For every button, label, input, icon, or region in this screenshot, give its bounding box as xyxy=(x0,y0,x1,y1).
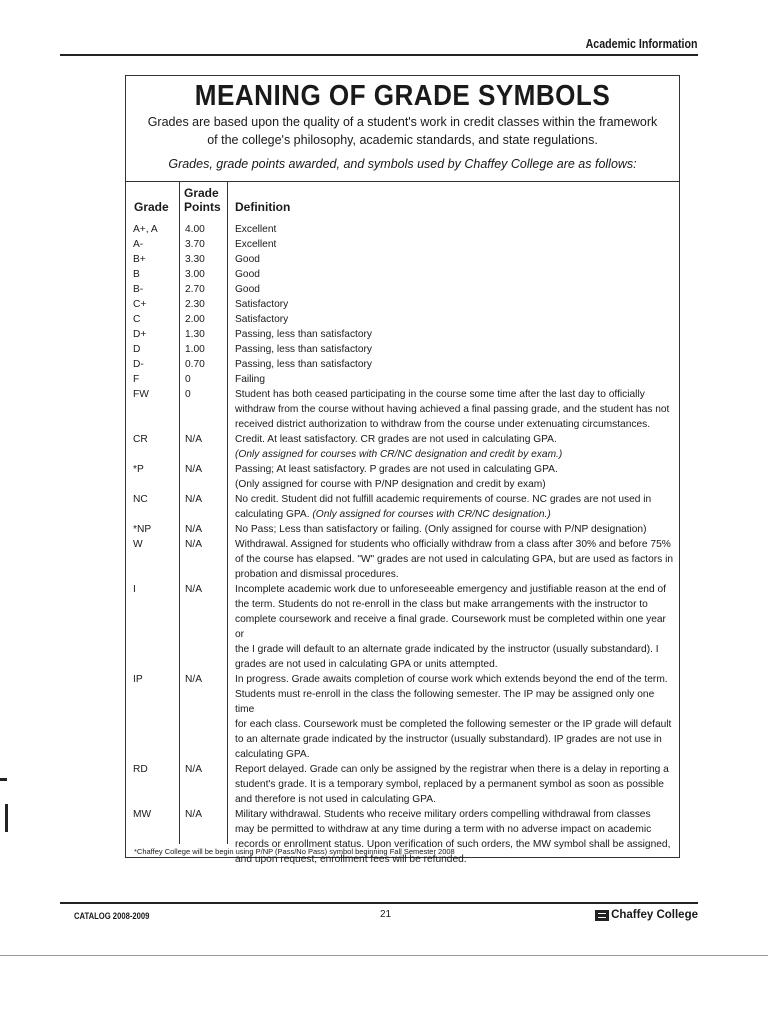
grade-symbol: B+ xyxy=(133,254,146,265)
grade-points: N/A xyxy=(185,674,202,685)
definition-line xyxy=(235,552,673,567)
column-header-definition: Definition xyxy=(235,200,291,214)
table-row xyxy=(126,327,679,342)
grade-points: 3.00 xyxy=(185,269,205,280)
table-row xyxy=(126,312,679,327)
grade-points: 4.00 xyxy=(185,224,205,235)
grade-points: N/A xyxy=(185,809,202,820)
grade-definition xyxy=(227,492,679,522)
grade-definition xyxy=(227,372,679,387)
definition-text: Military withdrawal. Students who receive military orders compelling withdrawal from classes xyxy=(235,809,651,820)
grade-definition xyxy=(227,327,679,342)
definition-line xyxy=(235,462,673,477)
definition-line xyxy=(235,537,673,552)
grade-points: N/A xyxy=(185,434,202,445)
grade-definition xyxy=(227,237,679,252)
grade-definition xyxy=(227,537,679,582)
table-top-rule xyxy=(126,181,679,182)
table-row xyxy=(126,222,679,237)
definition-text: Excellent xyxy=(235,239,277,250)
definition-line xyxy=(235,477,673,492)
definition-text: Credit. At least satisfactory. CR grades are not used in calculating GPA. xyxy=(235,434,557,445)
definition-text: (Only assigned for courses with CR/NC designation and credit by exam.) xyxy=(235,449,563,460)
definition-text: Passing, less than satisfactory xyxy=(235,329,373,340)
definition-text: records or enrollment status. Upon verification of such orders, the MW symbol shall be assigned, xyxy=(235,839,671,850)
table-row xyxy=(126,387,679,432)
grade-definition xyxy=(227,252,679,267)
scan-mark xyxy=(0,955,768,956)
grade-symbol: W xyxy=(133,539,143,550)
definition-line xyxy=(235,372,673,387)
definition-line xyxy=(235,657,673,672)
definition-text: Student has both ceased participating in the course some time after the last day to officially xyxy=(235,389,645,400)
definition-text: probation and dismissal procedures. xyxy=(235,569,399,580)
college-brand xyxy=(595,909,698,921)
grade-points: 0.70 xyxy=(185,359,205,370)
definition-text: Incomplete academic work due to unforeseeable emergency and justifiable reason at the end of xyxy=(235,584,666,595)
footer-divider xyxy=(60,902,698,904)
grade-definition xyxy=(227,387,679,432)
grade-definition xyxy=(227,762,679,807)
definition-line xyxy=(235,282,673,297)
definition-line xyxy=(235,387,673,402)
definition-text: Report delayed. Grade can only be assigned by the registrar when there is a delay in reporting a xyxy=(235,764,669,775)
table-row xyxy=(126,432,679,462)
page-number: 21 xyxy=(380,909,392,920)
definition-text: Good xyxy=(235,254,260,265)
table-row xyxy=(126,762,679,807)
grade-symbols-box xyxy=(125,75,680,865)
grade-symbol: C+ xyxy=(133,299,147,310)
table-row xyxy=(126,267,679,282)
section-header: Academic Information xyxy=(586,36,698,51)
definition-text: (Only assigned for course with P/NP designation and credit by exam) xyxy=(235,479,546,490)
table-row xyxy=(126,582,679,672)
definition-text: Good xyxy=(235,269,260,280)
definition-line xyxy=(235,732,673,747)
definition-line xyxy=(235,432,673,447)
page-title: MEANING OF GRADE SYMBOLS xyxy=(194,80,611,112)
grade-symbol: MW xyxy=(133,809,152,820)
definition-text: Passing, less than satisfactory xyxy=(235,359,373,370)
definition-line xyxy=(235,672,673,687)
table-row xyxy=(126,372,679,387)
grade-definition xyxy=(227,462,679,492)
definition-line xyxy=(235,237,673,252)
definition-text: Withdrawal. Assigned for students who officially withdraw from a class after 30% and before 75% xyxy=(235,539,671,550)
column-header-grade: Grade xyxy=(134,200,169,214)
grade-definition xyxy=(227,672,679,762)
definition-line xyxy=(235,417,673,432)
grade-definition xyxy=(227,282,679,297)
table-row xyxy=(126,522,679,537)
grade-definition xyxy=(227,432,679,462)
definition-text: calculating GPA. xyxy=(235,509,313,520)
table-row xyxy=(126,237,679,252)
grade-definition xyxy=(227,807,679,867)
definition-text: In progress. Grade awaits completion of course work which extends beyond the end of the term. xyxy=(235,674,668,685)
intro-paragraph xyxy=(126,113,679,149)
definition-text: Good xyxy=(235,284,260,295)
table-row xyxy=(126,807,679,867)
grade-points: 2.00 xyxy=(185,314,205,325)
definition-text: Satisfactory xyxy=(235,299,289,310)
definition-line xyxy=(235,777,673,792)
definition-line xyxy=(235,612,673,642)
definition-line xyxy=(235,717,673,732)
grade-symbol: A+, A xyxy=(133,224,158,235)
grade-symbol: IP xyxy=(133,674,143,685)
intro-line-1: Grades are based upon the quality of a student's work in credit classes within the framework xyxy=(147,115,658,129)
grade-points: 2.30 xyxy=(185,299,205,310)
definition-line xyxy=(235,447,673,462)
definition-line xyxy=(235,327,673,342)
definition-line xyxy=(235,747,673,762)
definition-line xyxy=(235,252,673,267)
definition-text: of the course has elapsed. "W" grades are not used in calculating GPA, but are used as factors in xyxy=(235,554,673,565)
grade-points: N/A xyxy=(185,764,202,775)
table-row xyxy=(126,672,679,762)
grade-symbol: *NP xyxy=(133,524,152,535)
header-divider xyxy=(60,54,698,56)
grade-symbol: D+ xyxy=(133,329,147,340)
grade-points: 3.30 xyxy=(185,254,205,265)
grade-symbol: I xyxy=(133,584,136,595)
grade-symbol: FW xyxy=(133,389,149,400)
grade-definition xyxy=(227,297,679,312)
grade-definition xyxy=(227,582,679,672)
definition-line xyxy=(235,687,673,717)
grade-points: N/A xyxy=(185,494,202,505)
definition-line xyxy=(235,567,673,582)
grade-symbol: C xyxy=(133,314,141,325)
definition-line xyxy=(235,267,673,282)
definition-text: complete coursework and receive a final grade. Coursework must be completed within one year or xyxy=(235,614,666,640)
definition-line xyxy=(235,792,673,807)
definition-text: Passing; At least satisfactory. P grades are not used in calculating GPA. xyxy=(235,464,558,475)
table-row xyxy=(126,537,679,582)
table-row xyxy=(126,342,679,357)
table-row xyxy=(126,252,679,267)
definition-line xyxy=(235,522,673,537)
definition-text: for each class. Coursework must be completed the following semester or the IP grade will default xyxy=(235,719,672,730)
grade-definition xyxy=(227,267,679,282)
grade-definition xyxy=(227,312,679,327)
definition-text: received district authorization to withdraw from the course under extenuating circumstances. xyxy=(235,419,651,430)
table-row xyxy=(126,282,679,297)
grade-points: N/A xyxy=(185,464,202,475)
definition-line xyxy=(235,357,673,372)
definition-line xyxy=(235,807,673,822)
definition-line xyxy=(235,402,673,417)
scan-mark xyxy=(5,804,8,832)
grade-definition xyxy=(227,222,679,237)
grade-symbol: D- xyxy=(133,359,144,370)
grade-symbol: *P xyxy=(133,464,144,475)
definition-text: Failing xyxy=(235,374,266,385)
catalog-label: CATALOG 2008-2009 xyxy=(74,911,150,921)
definition-line xyxy=(235,342,673,357)
definition-line xyxy=(235,297,673,312)
definition-line xyxy=(235,822,673,837)
grade-points: 1.00 xyxy=(185,344,205,355)
grade-symbol: B- xyxy=(133,284,144,295)
definition-text: and therefore is not used in calculating GPA. xyxy=(235,794,436,805)
college-name: Chaffey College xyxy=(611,909,698,921)
definition-text: the term. Students do not re-enroll in the class but make arrangements with the instructor to xyxy=(235,599,648,610)
definition-text: may be permitted to withdraw at any time during a term with no adverse impact on academic xyxy=(235,824,652,835)
grade-symbol: A- xyxy=(133,239,144,250)
grade-points: 3.70 xyxy=(185,239,205,250)
definition-text: Satisfactory xyxy=(235,314,289,325)
definition-text: student's grade. It is a temporary symbol, replaced by a permanent symbol as soon as possible xyxy=(235,779,664,790)
definition-text: the I grade will default to an alternate grade indicated by the instructor (usually substandard). I xyxy=(235,644,659,655)
points-header-line-1: Grade xyxy=(184,186,219,200)
table-row xyxy=(126,462,679,492)
grade-definition xyxy=(227,522,679,537)
definition-line xyxy=(235,582,673,597)
definition-text: grades are not used in calculating GPA or units attempted. xyxy=(235,659,498,670)
definition-text: withdraw from the course without having achieved a final passing grade, and the student has not xyxy=(235,404,670,415)
definition-line xyxy=(235,222,673,237)
grade-symbol: B xyxy=(133,269,140,280)
grade-points: 0 xyxy=(185,389,191,400)
definition-line xyxy=(235,597,673,612)
definition-text: Students must re-enroll in the class the following semester. The IP may be assigned only one time xyxy=(235,689,655,715)
grade-points: 1.30 xyxy=(185,329,205,340)
definition-text: to an alternate grade indicated by the instructor (usually substandard). IP grades are not use in xyxy=(235,734,662,745)
definition-text: Passing, less than satisfactory xyxy=(235,344,373,355)
grade-points: 2.70 xyxy=(185,284,205,295)
grade-points: N/A xyxy=(185,539,202,550)
definition-line xyxy=(235,312,673,327)
column-header-points xyxy=(184,186,221,214)
intro-line-2: of the college's philosophy, academic standards, and state regulations. xyxy=(207,133,598,147)
grade-definition xyxy=(227,342,679,357)
grade-points: 0 xyxy=(185,374,191,385)
grade-symbol: D xyxy=(133,344,141,355)
definition-line xyxy=(235,642,673,657)
grade-table-body xyxy=(126,222,679,867)
grade-definition xyxy=(227,357,679,372)
grade-symbol: CR xyxy=(133,434,148,445)
grade-symbol: NC xyxy=(133,494,148,505)
grade-symbol: F xyxy=(133,374,140,385)
definition-text: No credit. Student did not fulfill academic requirements of course. NC grades are not used in xyxy=(235,494,652,505)
definition-line xyxy=(235,507,673,522)
grade-points: N/A xyxy=(185,584,202,595)
table-row xyxy=(126,357,679,372)
grade-points: N/A xyxy=(185,524,202,535)
definition-line xyxy=(235,492,673,507)
scan-mark xyxy=(0,778,7,781)
definition-text: Excellent xyxy=(235,224,277,235)
points-header-line-2: Points xyxy=(184,200,221,214)
definition-text: (Only assigned for courses with CR/NC designation.) xyxy=(312,509,551,520)
table-row xyxy=(126,492,679,522)
table-row xyxy=(126,297,679,312)
definition-text: No Pass; Less than satisfactory or failing. (Only assigned for course with P/NP designation) xyxy=(235,524,647,535)
definition-line xyxy=(235,762,673,777)
college-logo-icon xyxy=(595,910,609,921)
definition-text: calculating GPA. xyxy=(235,749,310,760)
intro-line-3: Grades, grade points awarded, and symbols used by Chaffey College are as follows: xyxy=(168,157,637,171)
footnote: *Chaffey College will be begin using P/NP (Pass/No Pass) symbol beginning Fall Semester 2008 xyxy=(134,847,455,856)
definition-text: and upon request, enrollment fees will be refunded. xyxy=(235,854,467,865)
grade-symbol: RD xyxy=(133,764,148,775)
